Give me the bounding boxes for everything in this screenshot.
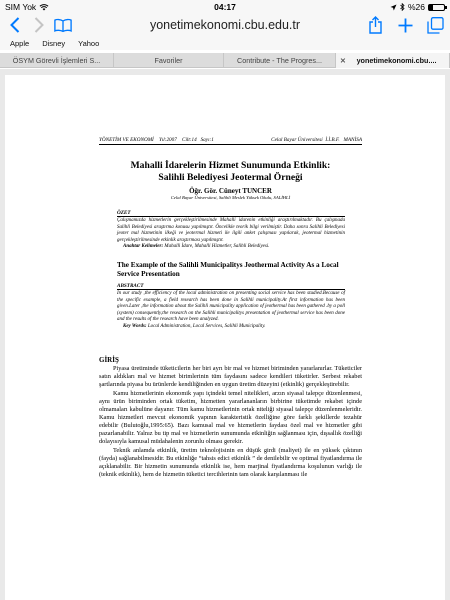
tab-strip xyxy=(0,53,450,68)
ozet-text: Çalışmamızda hizmetlerin gerçekleştirilmesinde Mahalli idarenin etkinliği araştırılmaktadır. Bu çalışmada Salihli Belediyesi araştırma konusu yapılmıştır. Öncelikle teorik bilgi verilmiştir. Daha sonra Salihli Belediyesi jeoter mal hizmetinin ilkeği ve jeotermal hizmeti ile ilgili anket çalışması yapılarak, jeotermal hizmetinin gerçekleştirilmesinde etkinlik araştırması yapılmıştır. xyxy=(117,218,345,243)
paragraph: Teknik anlamda etkinlik, üretim teknolojisinin en düşük girdi (maliyet) ile en yüksek çıktının (fayda) sağlanabilmesidir. Bu etkinliğe “tahsis edici etkinlik ” de denilebilir ve optimal fiyatlandırma ile açıklanabilir. Bir hizmetin sunumunda etkinlik ise, hem marjinal fiyatlandırma koşulunun varlığı ile (teknik etkinlik), hem de hizmetin tüketici tercihlerinin tam olarak karşılanması ile xyxy=(99,446,362,479)
tab-label: Favoriler xyxy=(154,56,183,65)
tabs-button[interactable] xyxy=(426,16,444,34)
author-affiliation: Celal Bayar Üniversitesi, Salihli Meslek Yüksek Okulu, SALİHLİ xyxy=(170,195,291,200)
tab-label: ÖSYM Görevli İşlemleri S... xyxy=(12,56,101,65)
article-title xyxy=(99,160,362,183)
forward-button[interactable] xyxy=(30,16,48,34)
favorite-link[interactable]: Yahoo xyxy=(78,38,100,48)
tab-contribute[interactable] xyxy=(224,53,336,68)
favorite-link[interactable]: Disney xyxy=(42,38,66,48)
ozet-heading: ÖZET xyxy=(117,210,131,216)
status-bar xyxy=(0,0,450,14)
tab-osym[interactable] xyxy=(0,53,114,68)
english-title: The Example of the Salihli Municipalitys Jeothermal Activity As a Local Service Presentation xyxy=(117,261,339,278)
article-title-line: Mahalli İdarelerin Hizmet Sunumunda Etkinlik: xyxy=(130,160,331,171)
address-bar[interactable]: yonetimekonomi.cbu.edu.tr xyxy=(149,18,301,32)
document-viewer[interactable] xyxy=(0,69,450,600)
bookmarks-button[interactable] xyxy=(54,16,72,34)
abstract-heading: ABSTRACT xyxy=(117,283,144,289)
browser-toolbar xyxy=(0,14,450,36)
share-icon xyxy=(369,16,382,34)
ozet-divider xyxy=(117,216,345,217)
abstract-divider xyxy=(117,289,345,290)
journal-header-right: Celal Bayar Üniversitesi İ.İ.B.F. MANİSA xyxy=(271,137,362,143)
paragraph: Kamu hizmetlerinin ekonomik yapı içindeki temel nitelikleri, arzın siyasal talepçe düzenlenmesi, aynı ürün biriminden ortak tüketim, hizmetten yararlananların birbirine tüketimde rekabet içinde olmamaları kabulüne dayanır. Tüm kamu hizmetlerinin ortak niteliği siyasal talepçe düzenlenmeleridir. Kamu hizmetleri mevcut ekonomik yapının karakteristik özelliğine göre farklı şekillerde tezahür edebilir (Bulutoğlu,1995:65). Bazı kamusal mal ve hizmetlerin faydası özel mal ve hizmetler gibi pazarlanabilir. Yalnız bu tip mal ve hizmetlerin sunumunda etkinliğin sağlanması için, dışsallık özelliği dolayısıyla kamusal müdahalenin zorunlu olması gerekir. xyxy=(99,389,362,446)
clock: 04:17 xyxy=(214,2,236,12)
journal-header xyxy=(99,137,362,143)
author-name: Öğr. Gör. Cüneyt TUNCER xyxy=(189,187,272,195)
abstract-body xyxy=(117,291,345,331)
body-text xyxy=(99,365,362,480)
tabs-icon xyxy=(427,17,444,34)
abstract-keywords-label: Key Words: xyxy=(123,323,147,329)
pdf-page xyxy=(5,75,445,600)
tab-label: yonetimekonomi.cbu.... xyxy=(356,56,437,65)
paragraph: Piyasa üretiminde tüketicilerin her biri ayrı bir mal ve hizmet biriminden yararlanırlar. Tüketiciler satın aldıkları mal ve hizmet birimlerinin tüm faydasını sadece kendileri tüketirler. Serbest rekabet şartlarında piyasa bu ürünlerde kendiliğinden en uygun üretim düzeyini (etkinlik) gerçekleştirebilir. xyxy=(99,365,362,389)
article-title-line: Salihli Belediyesi Jeotermal Örneği xyxy=(158,171,303,183)
bluetooth-icon xyxy=(400,3,405,11)
share-button[interactable] xyxy=(366,16,384,34)
battery-level xyxy=(429,5,433,10)
favorites-bar xyxy=(0,36,450,50)
section-heading: GİRİŞ xyxy=(99,356,119,364)
back-icon xyxy=(10,17,20,33)
carrier-label: SIM Yok xyxy=(5,2,37,12)
tab-yonetimekonomi[interactable] xyxy=(336,53,450,68)
new-tab-button[interactable] xyxy=(396,16,414,34)
header-divider xyxy=(99,144,362,145)
back-button[interactable] xyxy=(6,16,24,34)
abstract-keywords: Local Administration, Local Services, Salihli Municipality. xyxy=(146,323,266,329)
favorite-link[interactable]: Apple xyxy=(10,38,30,48)
new-tab-icon xyxy=(398,18,413,33)
bookmarks-icon xyxy=(54,18,72,33)
location-arrow-icon xyxy=(390,4,397,11)
battery-percent: %26 xyxy=(407,2,425,12)
tab-favoriler[interactable] xyxy=(114,53,224,68)
ozet-keywords-label: Anahtar Kelimeler: xyxy=(123,244,164,250)
ozet-body xyxy=(117,218,345,251)
close-tab-icon[interactable]: ✕ xyxy=(340,57,346,65)
forward-icon xyxy=(34,17,44,33)
ozet-keywords: Mahalli İdare, Mahalli Hizmetler, Salihli Belediyesi. xyxy=(163,244,270,250)
abstract-text: In our study ,the efficiency of the local administration on presenting social service has been studied.Because of the specific example, a field research has been done in Salihli municipality.At first information has been given.Later ,the information about the Salihli municipality application of jeothermal has been gathered .by a poll (system) consequently,the research on the Salihli municipalitys presentation of jeothermal service has been done and the results of the research have been analyzed. xyxy=(117,291,345,323)
journal-header-left: YÖNETİM VE EKONOMİ Yıl:2007 Cilt:14 Sayı:1 xyxy=(99,137,214,143)
wifi-icon xyxy=(39,3,49,11)
battery-icon xyxy=(428,4,445,11)
tab-label: Contribute - The Progres... xyxy=(237,56,322,65)
